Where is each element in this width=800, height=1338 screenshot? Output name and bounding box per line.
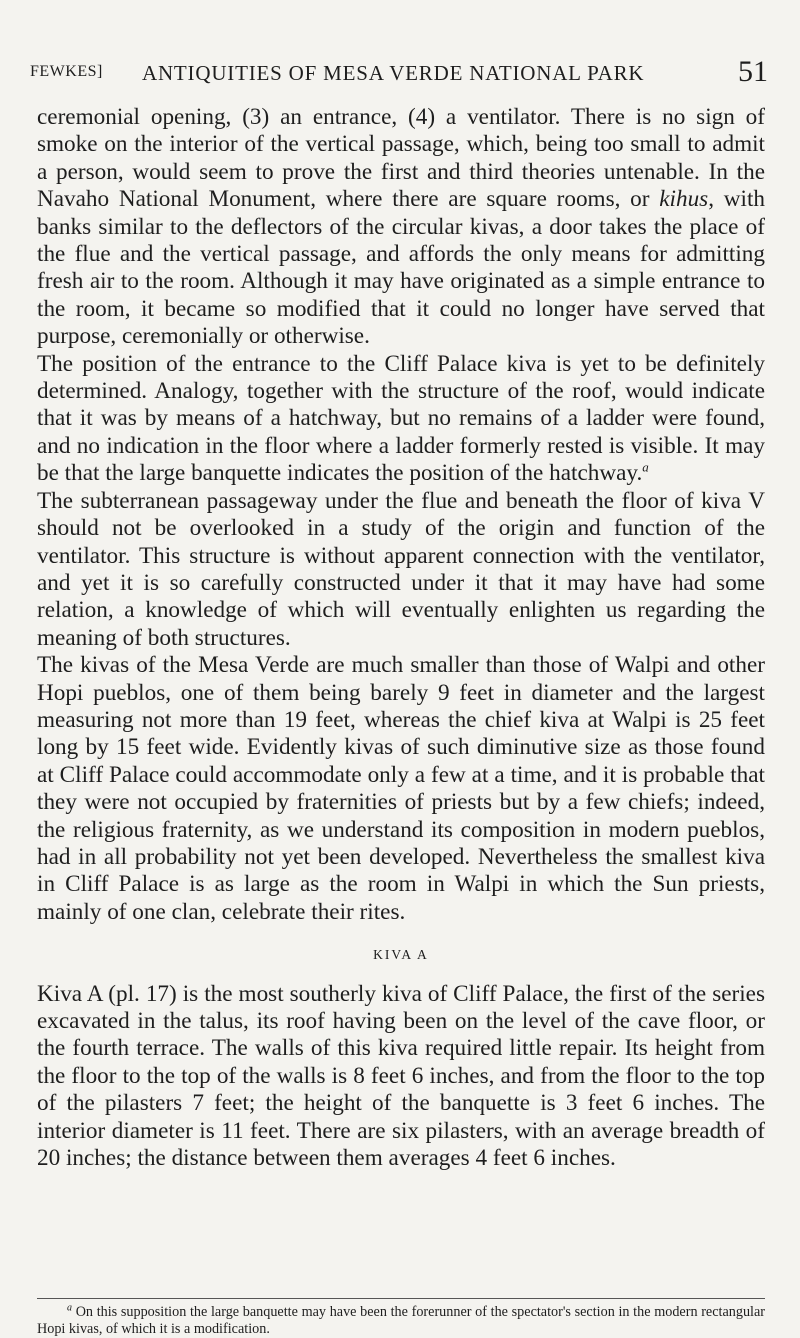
section-paragraph-text: Kiva A (pl. 17) is the most southerly kiva of Cliff Palace, the first of the series excavated in the talus, its roof having been on the level of the cave floor, or the fourth terrace. The walls of this kiva required little repair. Its height from the floor to the top of the walls is 8 feet 6 inches, and from the floor to the top of the pilasters 7 feet; the height of the banquette is 3 feet 6 inches. The interior diameter is 11 feet. There are six pilasters, with an average breadth of 20 inches; the distance between them averages 4 feet 6 inches.	[37, 980, 765, 1172]
paragraph-3	[37, 488, 765, 652]
footnote-text: On this supposition the large banquette may have been the forerunner of the spectator's section in the modern rectangular Hopi kivas, of which it is a modification.	[37, 1304, 766, 1337]
footnote-divider	[37, 1298, 765, 1299]
italic-term: kihus	[659, 186, 709, 213]
paragraph-4	[37, 652, 765, 926]
paragraph-2-text: The position of the entrance to the Cliff Palace kiva is yet to be definitely determined. Analogy, together with the structure of the roof, would indicate that it was by means of a hatchway, but no remains of a ladder were found, and no indication in the floor where a ladder formerly rested is visible. It may be that the large banquette indicates the position of the hatchway.	[37, 350, 765, 487]
header-author: FEWKES]	[30, 63, 103, 80]
paragraph-1-text: ceremonial opening, (3) an entrance, (4) a ventilator. There is no sign of smoke on the interior of the vertical passage, which, being too small to admit a person, would seem to prove the first and third theories untenable. In the Navaho National Monument, where there are square rooms, or	[37, 104, 765, 213]
running-header	[30, 55, 768, 95]
header-title: ANTIQUITIES OF MESA VERDE NATIONAL PARK	[142, 61, 645, 85]
paragraph-1-text-after: , with banks similar to the deflectors of the circular kivas, a door takes the place of the flue and the vertical passage, and affords the only means for admitting fresh air to the room. Although it may have originated as a simple entrance to the room, it became so modified that it could no longer have served that purpose, ceremonially or otherwise.	[37, 186, 765, 350]
body-text	[37, 104, 765, 1172]
footnote-marker: a	[67, 1302, 72, 1314]
paragraph-2	[37, 351, 765, 488]
paragraph-4-text: The kivas of the Mesa Verde are much smaller than those of Walpi and other Hopi pueblos, one of them being barely 9 feet in diameter and the largest measuring not more than 19 feet, whereas the chief kiva at Walpi is 25 feet long by 15 feet wide. Evidently kivas of such diminutive size as those found at Cliff Palace could accommodate only a few at a time, and it is probable that they were not occupied by fraternities of priests but by a few chiefs; indeed, the religious fraternity, as we understand its composition in modern pueblos, had in all probability not yet been developed. Nevertheless the smallest kiva in Cliff Palace is as large as the room in Walpi in which the Sun priests, mainly of one clan, celebrate their rites.	[37, 652, 765, 925]
section-heading: KIVA A	[373, 947, 429, 963]
footnote-reference: a	[642, 459, 649, 475]
section-paragraph	[37, 981, 765, 1173]
paragraph-1	[37, 104, 765, 351]
footnote	[37, 1304, 765, 1338]
paragraph-3-text: The subterranean passageway under the flue and beneath the floor of kiva V should not be overlooked in a study of the origin and function of the ventilator. This structure is without apparent connection with the ventilator, and yet it is so carefully constructed under it that it may have had some relation, a knowledge of which will eventually enlighten us regarding the meaning of both structures.	[37, 487, 765, 651]
footnote-paragraph	[37, 1304, 765, 1338]
page-number: 51	[738, 55, 768, 88]
